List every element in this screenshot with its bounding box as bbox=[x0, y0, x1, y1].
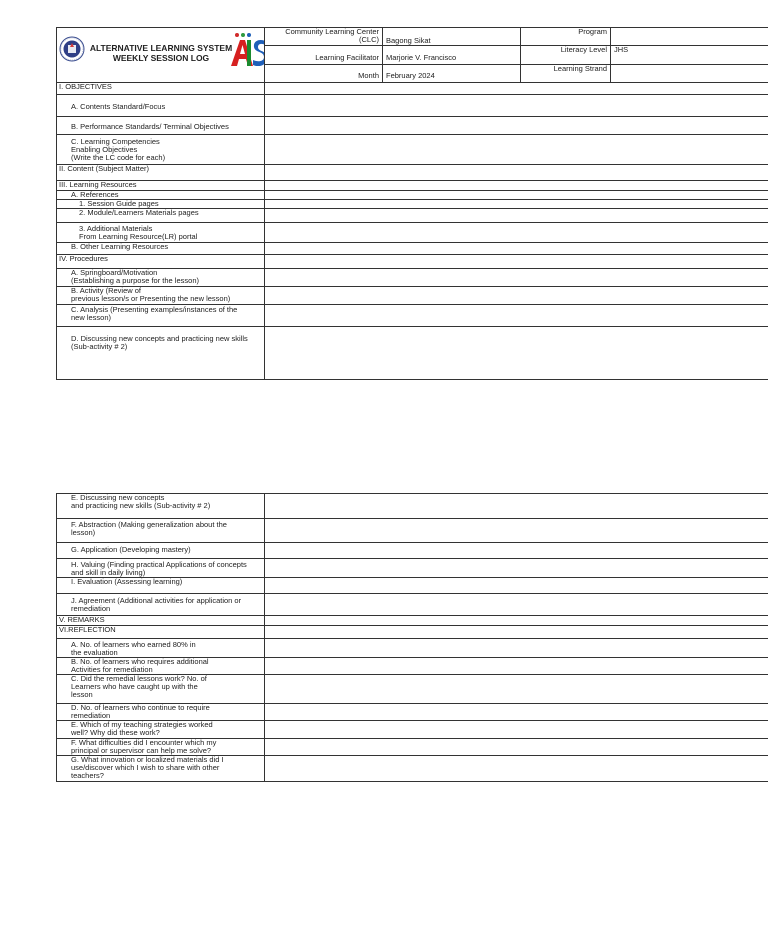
row-application-value[interactable] bbox=[265, 543, 768, 559]
facilitator-label: Learning Facilitator bbox=[265, 46, 383, 64]
program-label: Program bbox=[521, 28, 611, 46]
header-title-line1: ALTERNATIVE LEARNING SYSTEM bbox=[89, 43, 233, 53]
row-reflection-f-value[interactable] bbox=[265, 739, 768, 756]
month-label: Month bbox=[265, 64, 383, 82]
row-valuing-value[interactable] bbox=[265, 559, 768, 578]
row-abstraction-label: F. Abstraction (Making generalization about the lesson) bbox=[57, 519, 265, 543]
row-reflection-a-label: A. No. of learners who earned 80% in the evaluation bbox=[57, 639, 265, 658]
session-log-table-2 bbox=[56, 493, 768, 782]
row-agreement-value[interactable] bbox=[265, 594, 768, 616]
clc-value: Bagong Sikat bbox=[383, 28, 521, 46]
row-discussing-d-label: D. Discussing new concepts and practicing new skills (Sub-activity # 2) bbox=[57, 327, 265, 380]
row-reflection-b-value[interactable] bbox=[265, 658, 768, 675]
row-analysis-value[interactable] bbox=[265, 305, 768, 327]
als-logo-icon bbox=[231, 32, 265, 66]
learning-strand-label: Learning Strand bbox=[521, 64, 611, 82]
row-other-resources-label: B. Other Learning Resources bbox=[57, 243, 265, 255]
row-discussing-d-value[interactable] bbox=[265, 327, 768, 380]
row-activity-value[interactable] bbox=[265, 287, 768, 305]
row-references-value[interactable] bbox=[265, 191, 768, 200]
row-additional-materials-label: 3. Additional Materials From Learning Resource(LR) portal bbox=[57, 223, 265, 243]
session-log-page-1 bbox=[56, 27, 768, 380]
row-objectives-label: I. OBJECTIVES bbox=[57, 83, 265, 95]
row-additional-materials-value[interactable] bbox=[265, 223, 768, 243]
row-reflection-b-label: B. No. of learners who requires additional Activities for remediation bbox=[57, 658, 265, 675]
learning-strand-value bbox=[611, 64, 768, 82]
row-session-guide-value[interactable] bbox=[265, 200, 768, 209]
row-activity-label: B. Activity (Review of previous lesson/s or Presenting the new lesson) bbox=[57, 287, 265, 305]
literacy-level-value: JHS bbox=[611, 46, 768, 64]
row-reflection-e-label: E. Which of my teaching strategies worked well? Why did these work? bbox=[57, 721, 265, 739]
row-valuing-label: H. Valuing (Finding practical Applications of concepts and skill in daily living) bbox=[57, 559, 265, 578]
row-reflection-f-label: F. What difficulties did I encounter which my principal or supervisor can help me solve? bbox=[57, 739, 265, 756]
row-performance-standards-label: B. Performance Standards/ Terminal Objectives bbox=[57, 117, 265, 135]
row-procedures-value[interactable] bbox=[265, 255, 768, 269]
row-discussing-e-value[interactable] bbox=[265, 494, 768, 519]
row-procedures-label: IV. Procedures bbox=[57, 255, 265, 269]
row-application-label: G. Application (Developing mastery) bbox=[57, 543, 265, 559]
row-reflection-c-value[interactable] bbox=[265, 675, 768, 704]
row-content-label: II. Content (Subject Matter) bbox=[57, 165, 265, 181]
row-reflection-a-value[interactable] bbox=[265, 639, 768, 658]
row-remarks-value[interactable] bbox=[265, 616, 768, 626]
row-other-resources-value[interactable] bbox=[265, 243, 768, 255]
row-reflection-c-label: C. Did the remedial lessons work? No. of Learners who have caught up with the lesson bbox=[57, 675, 265, 704]
row-learning-competencies-value[interactable] bbox=[265, 135, 768, 165]
row-learning-competencies-label: C. Learning Competencies Enabling Objectives (Write the LC code for each) bbox=[57, 135, 265, 165]
row-evaluation-label: I. Evaluation (Assessing learning) bbox=[57, 578, 265, 594]
row-springboard-label: A. Springboard/Motivation (Establishing a purpose for the lesson) bbox=[57, 269, 265, 287]
session-log-page-2 bbox=[56, 493, 768, 782]
row-reflection-g-value[interactable] bbox=[265, 756, 768, 782]
row-content-standard-label: A. Contents Standard/Focus bbox=[57, 95, 265, 117]
row-reflection-value[interactable] bbox=[265, 626, 768, 639]
month-value: February 2024 bbox=[383, 64, 521, 82]
row-reflection-label: VI.REFLECTION bbox=[57, 626, 265, 639]
literacy-level-label: Literacy Level bbox=[521, 46, 611, 64]
header-title-cell bbox=[57, 28, 265, 83]
facilitator-value: Marjorie V. Francisco bbox=[383, 46, 521, 64]
program-value bbox=[611, 28, 768, 46]
header-title-line2: WEEKLY SESSION LOG bbox=[112, 53, 210, 63]
row-session-guide-label: 1. Session Guide pages bbox=[57, 200, 265, 209]
session-log-table-1 bbox=[56, 27, 768, 380]
row-agreement-label: J. Agreement (Additional activities for application or remediation bbox=[57, 594, 265, 616]
row-learning-resources-value[interactable] bbox=[265, 181, 768, 191]
row-evaluation-value[interactable] bbox=[265, 578, 768, 594]
row-reflection-d-value[interactable] bbox=[265, 704, 768, 721]
row-objectives-value[interactable] bbox=[265, 83, 768, 95]
row-content-standard-value[interactable] bbox=[265, 95, 768, 117]
row-reflection-g-label: G. What innovation or localized materials did I use/discover which I wish to share with other teachers? bbox=[57, 756, 265, 782]
row-analysis-label: C. Analysis (Presenting examples/instances of the new lesson) bbox=[57, 305, 265, 327]
clc-label: Community Learning Center (CLC) bbox=[265, 28, 383, 46]
row-learning-resources-label: III. Learning Resources bbox=[57, 181, 265, 191]
row-reflection-d-label: D. No. of learners who continue to require remediation bbox=[57, 704, 265, 721]
row-performance-standards-value[interactable] bbox=[265, 117, 768, 135]
row-remarks-label: V. REMARKS bbox=[57, 616, 265, 626]
row-discussing-e-label: E. Discussing new concepts and practicing new skills (Sub-activity # 2) bbox=[57, 494, 265, 519]
row-content-value[interactable] bbox=[265, 165, 768, 181]
row-abstraction-value[interactable] bbox=[265, 519, 768, 543]
row-module-pages-value[interactable] bbox=[265, 209, 768, 223]
deped-seal-icon bbox=[59, 36, 85, 62]
row-reflection-e-value[interactable] bbox=[265, 721, 768, 739]
row-module-pages-label: 2. Module/Learners Materials pages bbox=[57, 209, 265, 223]
row-references-label: A. References bbox=[57, 191, 265, 200]
row-springboard-value[interactable] bbox=[265, 269, 768, 287]
